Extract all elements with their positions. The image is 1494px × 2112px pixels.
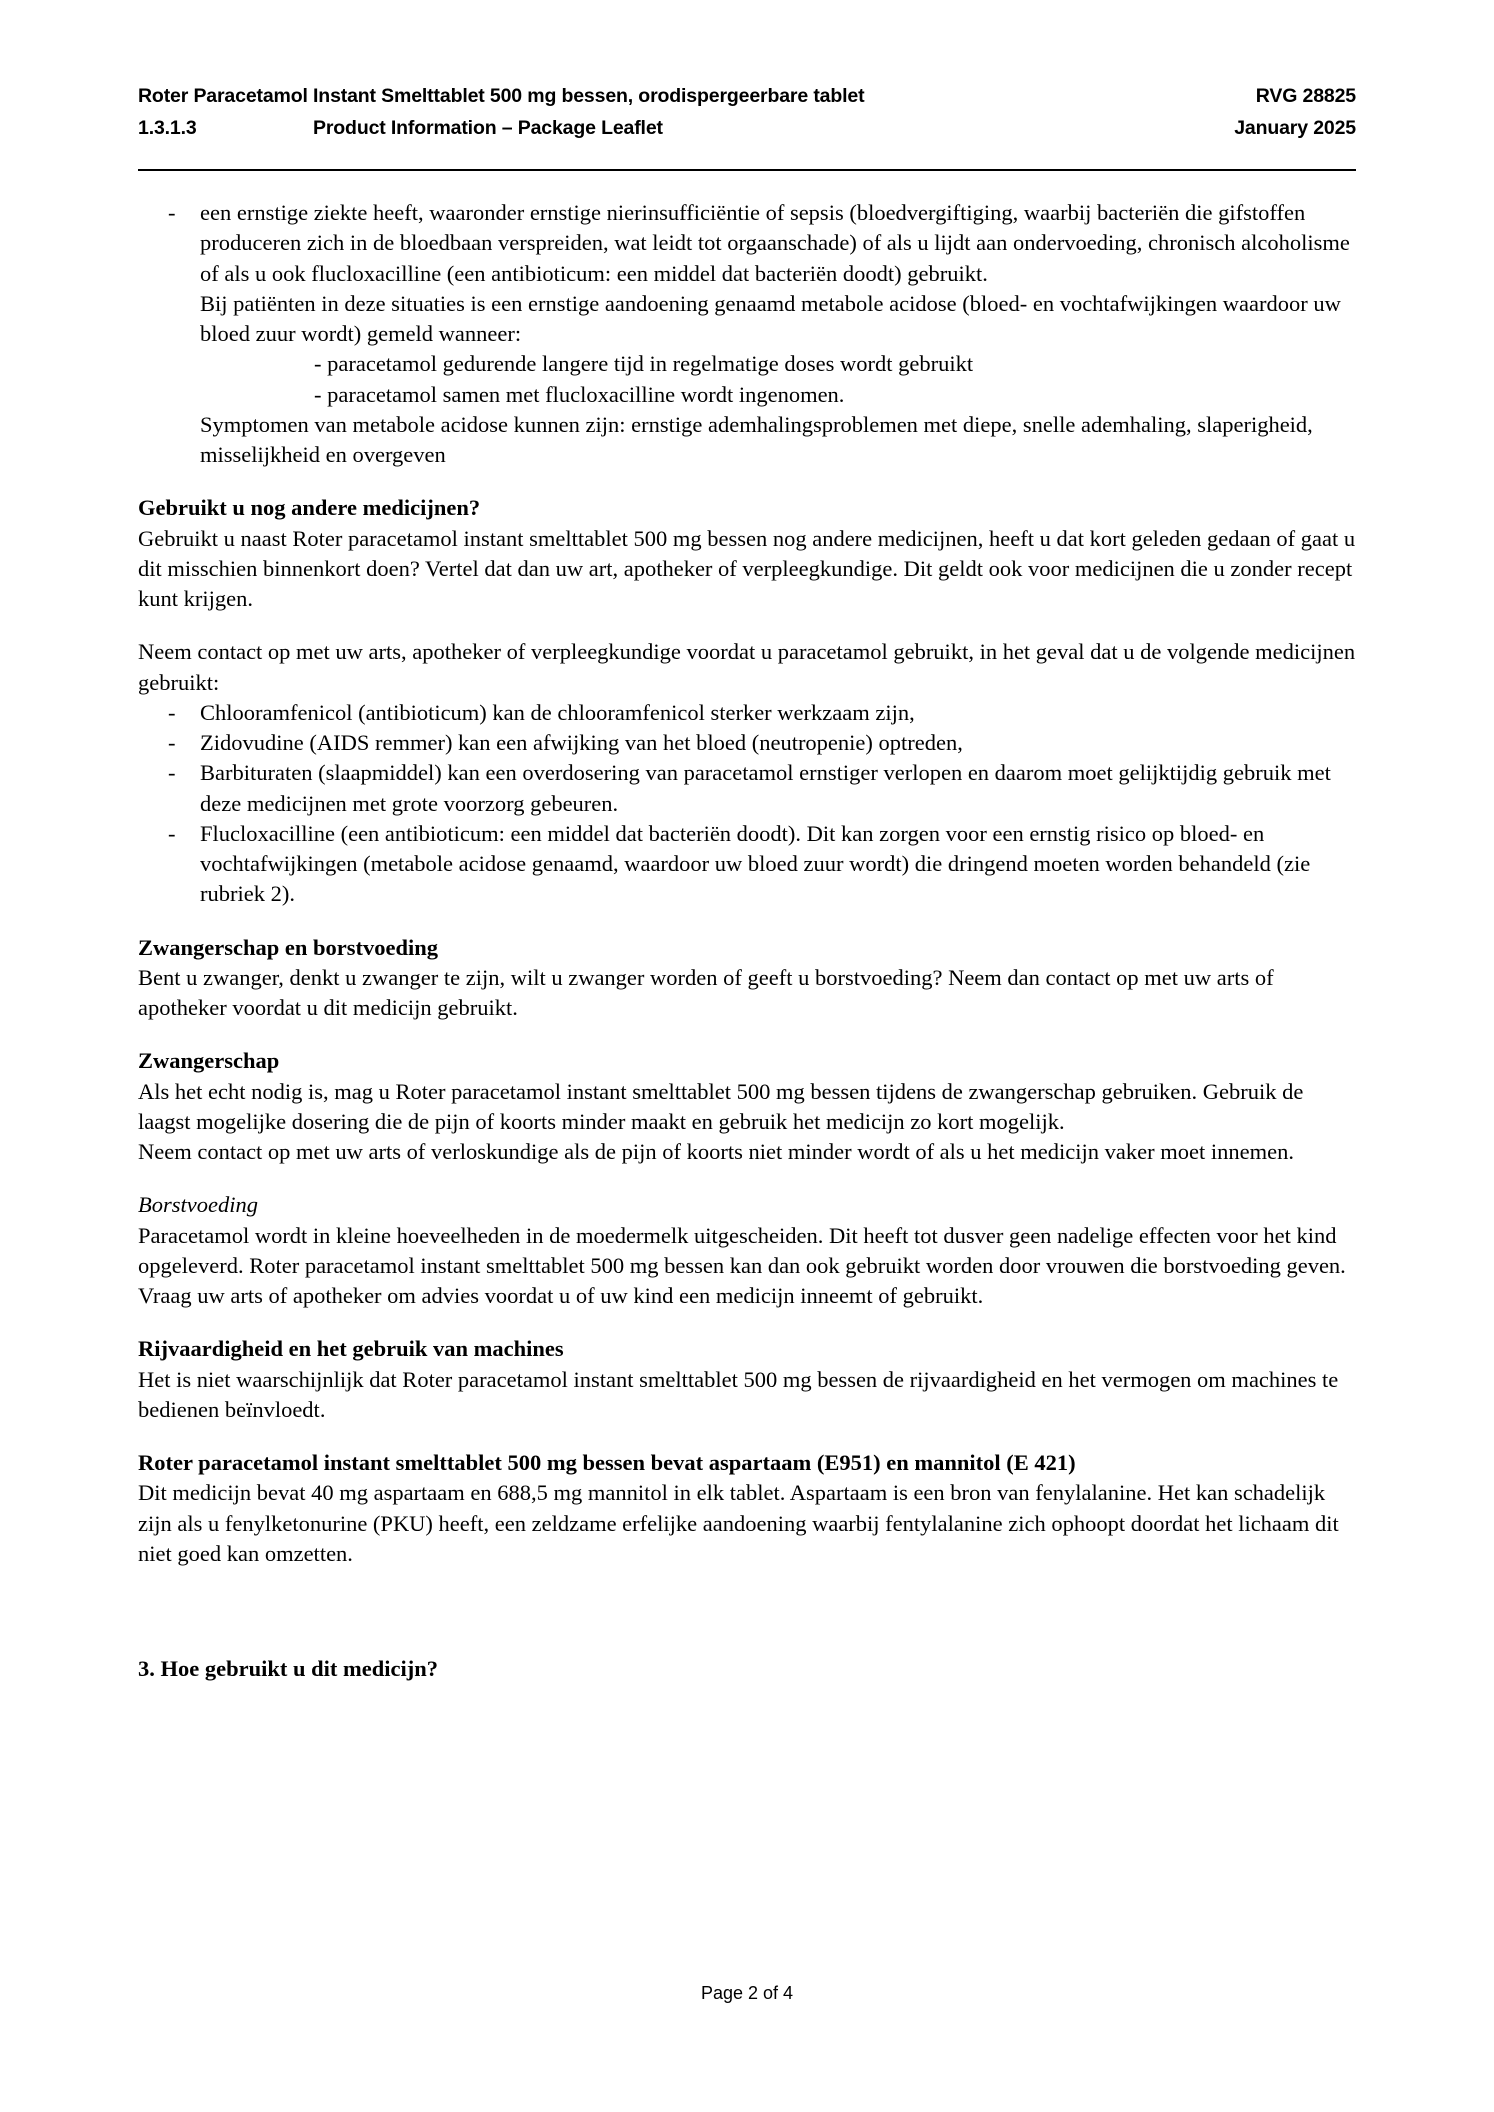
pregnancy-body-1: Als het echt nodig is, mag u Roter paracetamol instant smelttablet 500 mg bessen tijdens de zwangerschap gebruiken. Gebruik de laagst mogelijke dosering die de pijn of koorts minder maakt en gebruik het medicijn zo kort mogelijk. xyxy=(138,1078,1304,1134)
breastfeeding-body-2: Vraag uw arts of apotheker om advies voordat u of uw kind een medicijn inneemt of gebruikt. xyxy=(138,1283,984,1308)
heading-pregnancy: Zwangerschap xyxy=(138,1048,280,1074)
header-divider xyxy=(138,169,1356,171)
metabolic-acidosis-intro: Bij patiënten in deze situaties is een ernstige aandoening genaamd metabole acidose (bloed- en vochtafwijkingen waardoor uw bloed zuur wordt) gemeld wanneer: xyxy=(200,290,1341,346)
spacer xyxy=(138,910,1360,933)
heading-section-3: 3. Hoe gebruikt u dit medicijn? xyxy=(138,1656,439,1681)
list-item xyxy=(138,758,1360,819)
header-section-number: 1.3.1.3 xyxy=(138,117,197,140)
spacer xyxy=(138,1569,1360,1631)
list-item xyxy=(138,198,1360,289)
pregnancy-breastfeeding-body: Bent u zwanger, denkt u zwanger te zijn, wilt u zwanger worden of geeft u borstvoeding? Neem dan contact op met uw arts of apotheker voordat u dit medicijn gebruikt. xyxy=(138,964,1274,1020)
list-item xyxy=(138,819,1360,910)
interaction-item-text: Chlooramfenicol (antibioticum) kan de chlooramfenicol sterker werkzaam zijn, xyxy=(200,699,915,725)
interaction-item-text: Flucloxacilline (een antibioticum: een middel dat bacteriën doodt). Dit kan zorgen voor een ernstig risico op bloed- en vochtafwijkingen (metabole acidose genaamd, waardoor uw bloed zuur wordt) die dringend moeten worden behandeld (zie rubriek 2). xyxy=(200,820,1311,907)
serious-illness-list xyxy=(138,198,1360,289)
interaction-item-text: Zidovudine (AIDS remmer) kan een afwijking van het bloed (neutropenie) optreden, xyxy=(200,730,963,755)
dash-bullet-icon: - xyxy=(168,730,176,755)
spacer xyxy=(138,1167,1360,1190)
header-document-type: Product Information – Package Leaflet xyxy=(313,117,663,140)
heading-other-medicines: Gebruikt u nog andere medicijnen? xyxy=(138,495,481,521)
heading-breastfeeding: Borstvoeding xyxy=(138,1192,258,1218)
metabolic-acidosis-symptoms: Symptomen van metabole acidose kunnen zijn: ernstige ademhalingsproblemen met diepe, snelle ademhaling, slaperigheid, misselijkheid en overgeven xyxy=(200,411,1313,467)
driving-body: Het is niet waarschijnlijk dat Roter paracetamol instant smelttablet 500 mg bessen de rijvaardigheid en het vermogen om machines te bedienen beïnvloedt. xyxy=(138,1366,1339,1422)
dash-bullet-icon: - xyxy=(168,699,176,725)
document-body xyxy=(138,198,1360,1684)
dash-bullet-icon: - xyxy=(168,200,176,225)
interaction-list xyxy=(138,698,1360,910)
header-row-title xyxy=(138,80,1356,112)
spacer xyxy=(138,1631,1360,1654)
spacer xyxy=(138,614,1360,637)
spacer xyxy=(138,1023,1360,1046)
excipients-body: Dit medicijn bevat 40 mg aspartaam en 688,5 mg mannitol in elk tablet. Aspartaam is een bron van fenylalanine. Het kan schadelijk zijn als u fenylketonurine (PKU) heeft, een zeldzame erfelijke aandoening waarbij fentylalanine zich ophoopt doordat het lichaam dit niet goed kan omzetten. xyxy=(138,1480,1339,1566)
pregnancy-body-2: Neem contact op met uw arts of verloskundige als de pijn of koorts niet minder wordt of als u het medicijn vaker moet innemen. xyxy=(138,1139,1294,1164)
breastfeeding-body-1: Paracetamol wordt in kleine hoeveelheden in de moedermelk uitgescheiden. Dit heeft tot dusver geen nadelige effecten voor het kind opgeleverd. Roter paracetamol instant smelttablet 500 mg bessen kan dan ook gebruikt worden door vrouwen die borstvoeding geven. xyxy=(138,1222,1346,1278)
list-item xyxy=(138,698,1360,728)
other-medicines-body: Gebruikt u naast Roter paracetamol instant smelttablet 500 mg bessen nog andere medicijnen, heeft u dat kort geleden gedaan of gaat u dit misschien binnenkort doen? Vertel dat dan uw art, apotheker of verpleegkundige. Dit geldt ook voor medicijnen die u zonder recept kunt krijgen. xyxy=(138,525,1356,611)
metabolic-condition-2: - paracetamol samen met flucloxacilline wordt ingenomen. xyxy=(314,381,845,407)
serious-illness-text: een ernstige ziekte heeft, waaronder ernstige nierinsufficiëntie of sepsis (bloedvergiftiging, waarbij bacteriën die gifstoffen produceren zich in de bloedbaan verspreiden, wat leidt tot orgaanschade) of als u lijdt aan ondervoeding, chronisch alcoholisme of als u ook flucloxacilline (een antibioticum: een middel dat bacteriën doodt) gebruikt. xyxy=(200,200,1350,286)
dash-bullet-icon: - xyxy=(168,820,176,846)
header-row-meta xyxy=(138,112,1356,144)
heading-excipients: Roter paracetamol instant smelttablet 500 mg bessen bevat aspartaam (E951) en mannitol (E 421) xyxy=(138,1450,1076,1475)
heading-driving: Rijvaardigheid en het gebruik van machines xyxy=(138,1336,564,1362)
spacer xyxy=(138,1425,1360,1448)
metabolic-condition-1: - paracetamol gedurende langere tijd in regelmatige doses wordt gebruikt xyxy=(314,351,974,377)
document-footer xyxy=(0,1983,1494,2004)
document-header xyxy=(138,80,1356,144)
spacer xyxy=(138,1311,1360,1334)
dash-bullet-icon: - xyxy=(168,760,176,786)
header-date: January 2025 xyxy=(1234,117,1356,140)
list-item xyxy=(138,728,1360,758)
spacer xyxy=(138,470,1360,493)
header-registration-number: RVG 28825 xyxy=(1255,85,1356,107)
interaction-item-text: Barbituraten (slaapmiddel) kan een overdosering van paracetamol ernstiger verlopen en daarom moet gelijktijdig gebruik met deze medicijnen met grote voorzorg gebeuren. xyxy=(200,760,1331,816)
heading-pregnancy-breastfeeding: Zwangerschap en borstvoeding xyxy=(138,934,439,960)
contact-intro: Neem contact op met uw arts, apotheker of verpleegkundige voordat u paracetamol gebruikt, in het geval dat u de volgende medicijnen gebruikt: xyxy=(138,639,1356,695)
header-product-title: Roter Paracetamol Instant Smelttablet 500 mg bessen, orodispergeerbare tablet xyxy=(138,85,865,107)
page-number-label: Page 2 of 4 xyxy=(700,1983,794,2003)
header-left-group xyxy=(138,112,663,144)
